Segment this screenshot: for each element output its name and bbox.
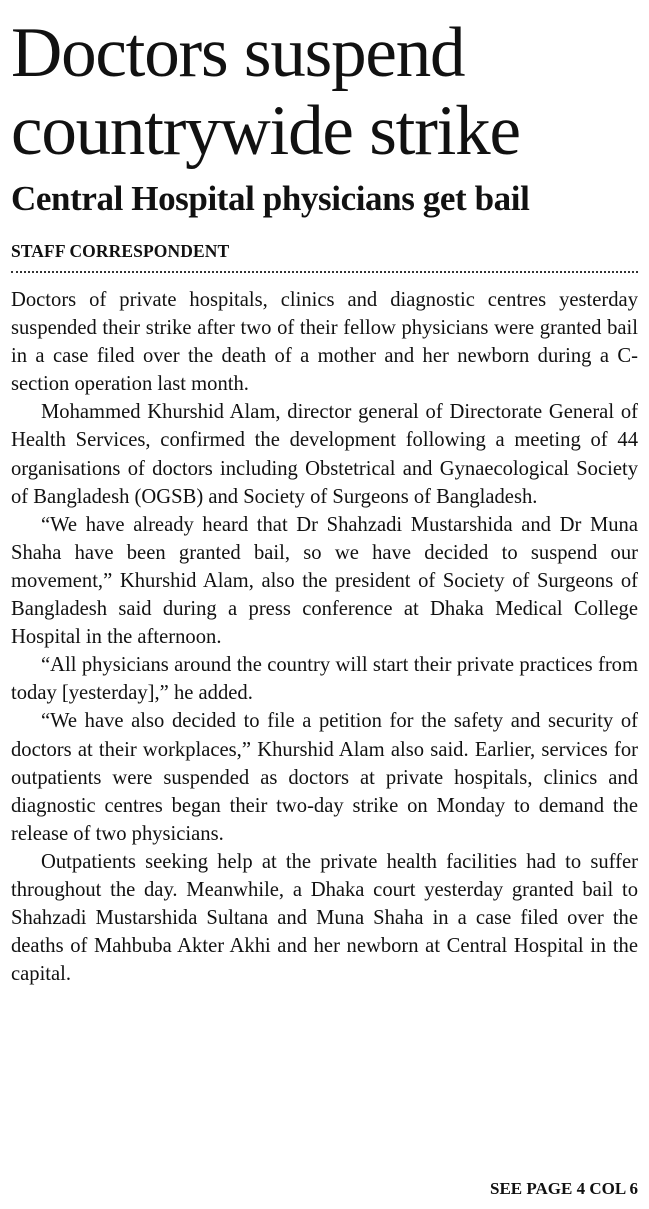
byline: STAFF CORRESPONDENT (11, 241, 230, 261)
continuation-reference: SEE PAGE 4 COL 6 (490, 1179, 638, 1198)
paragraph: Doctors of private hospitals, clinics and diagnostic centres yesterday suspended their strike after two of their fellow physicians were granted bail in a case filed over the death of a mother and her newborn during a C-section operation last month. (11, 289, 638, 396)
article-body (11, 286, 638, 988)
subheadline: Central Hospital physicians get bail (11, 179, 530, 218)
headline: Doctors suspend countrywide strike (11, 14, 520, 170)
paragraph: Mohammed Khurshid Alam, director general of Directorate General of Health Services, confirmed the development following a meeting of 44 organisations of doctors including Obstetrical and Gynaecological Society of Bangladesh (OGSB) and Society of Surgeons of Bangladesh. (11, 401, 638, 508)
paragraph: “We have also decided to file a petition for the safety and security of doctors at their workplaces,” Khurshid Alam also said. Earlier, services for outpatients were suspended as doctors at private hospitals, clinics and diagnostic centres began their two-day strike on Monday to demand the release of two physicians. (11, 710, 638, 845)
paragraph: “All physicians around the country will start their private practices from today [yesterday],” he added. (11, 654, 638, 705)
paragraph: “We have already heard that Dr Shahzadi Mustarshida and Dr Muna Shaha have been granted bail, so we have decided to suspend our movement,” Khurshid Alam, also the president of Society of Surgeons of Bangladesh said during a press conference at Dhaka Medical College Hospital in the afternoon. (11, 513, 638, 649)
dotted-divider (11, 271, 638, 273)
paragraph: Outpatients seeking help at the private health facilities had to suffer throughout the day. Meanwhile, a Dhaka court yesterday granted bail to Shahzadi Mustarshida Sultana and Muna Shaha in a case filed over the deaths of Mahbuba Akter Akhi and her newborn at Central Hospital in the capital. (11, 850, 638, 986)
